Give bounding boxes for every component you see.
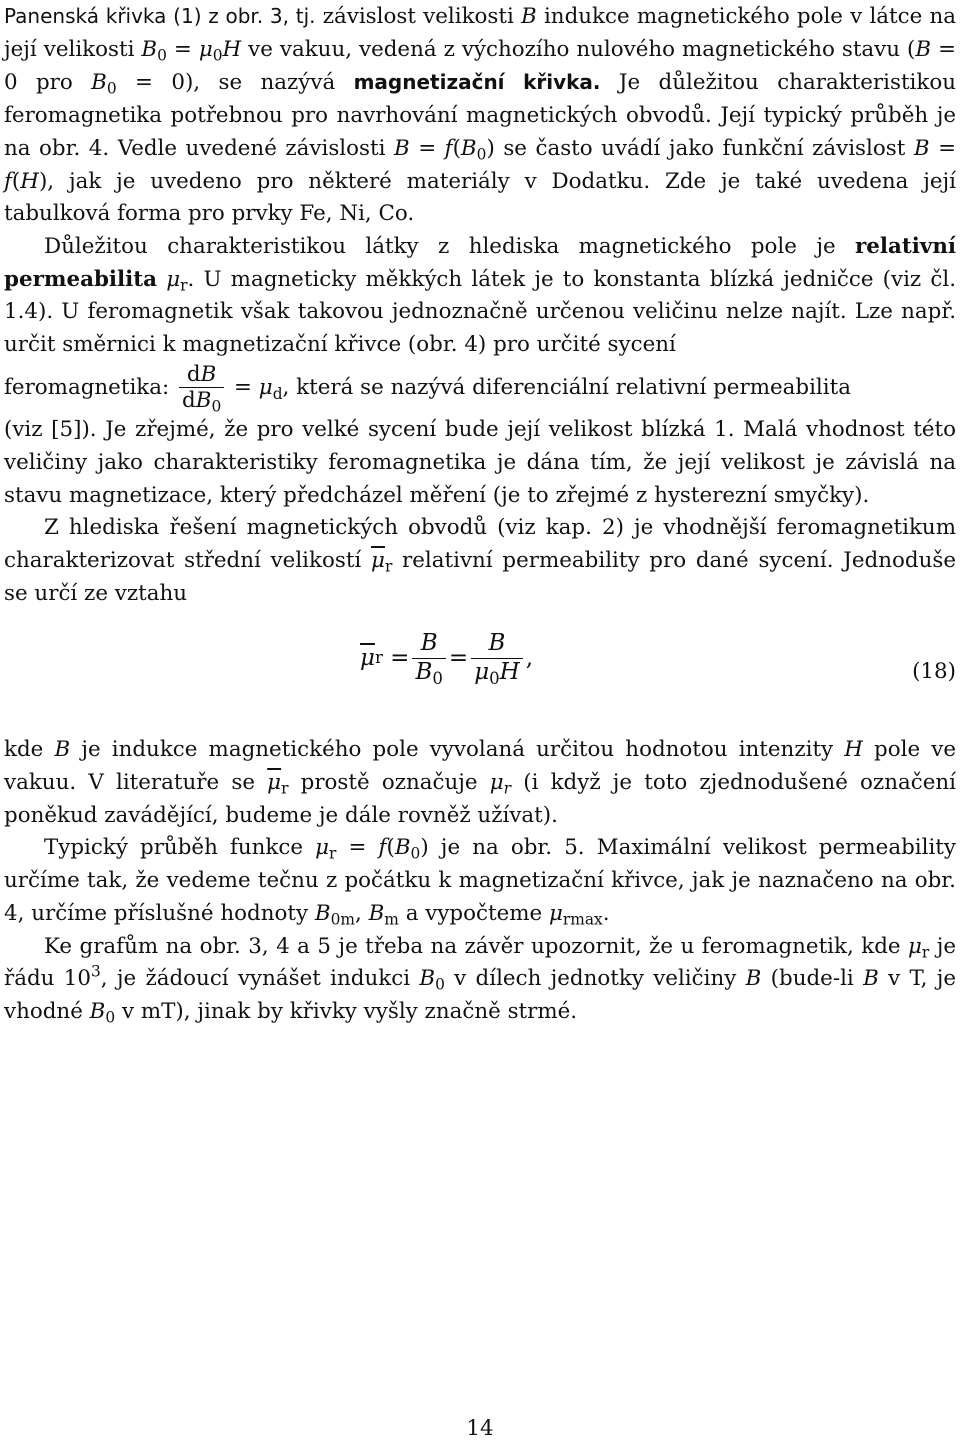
page-number: 14 (466, 1416, 494, 1441)
text: (bude-li (761, 966, 864, 992)
text: , je žádoucí vynášet indukci (100, 966, 420, 992)
text: Je důležitou charakteristikou feromagnetika potřebnou pro navrhování magnetických obvodů. Její typický průběh je na obr. 4. Vedle uvedené závislosti (4, 70, 957, 161)
formula-line: feromagnetika: $\frac{dB}{dB_0}$ = $\mu_d$, která se nazývá diferenciální relativní permeabilita (4, 361, 851, 417)
text: Z hlediska řešení magnetických obvodů (viz kap. 2) je vhodnější feromagnetikum charakterizovat střední velikostí (4, 515, 956, 573)
fraction-B-B0: $\frac{B}{B_0}$ (412, 630, 445, 686)
text: závislost velikosti (315, 4, 522, 29)
page-body (4, 0, 956, 1029)
text: kde (4, 737, 55, 763)
paragraph-5: Typický průběh funkce $\mu_r = f(B_0)$ je na obr. 5. Maximální velikost permeability určíme tak, že vedeme tečnu z počátku k magnetizační křivce, jak je naznačeno na obr. 4, určíme příslušné hodnoty $B_{0m}$, $B_m$ a vypočteme $\mu_{rmax}$. (4, 835, 956, 929)
text: se často uvádí jako funkční závislost (494, 135, 914, 161)
equation-18 (4, 620, 956, 726)
text: . U magneticky měkkých látek je to konstanta blízká jedničce (viz čl. 1.4). U feromagnetik však takovou jednoznačně určenou veličinu nelze najít. Lze např. určit směrnici k magnetizační křivce (obr. 4) pro určité sycení (4, 266, 956, 358)
text: pole ve vakuu. V literatuře se (4, 737, 956, 796)
text: (viz [5]). Je zřejmé, že pro velké sycení bude její velikost blízká 1. Malá vhodnost této veličiny jako charakteristiky feromagnetika je dána tím, že její velikost je závislá na stavu magnetizace, který předcházel měření (je to zřejmé z hysterezní smyčky). (4, 417, 956, 508)
text: v mT), jinak by křivky vyšly značně strmé. (115, 998, 578, 1024)
text: prostě označuje (288, 770, 490, 796)
fraction-B-mu0H: $\frac{B}{\mu_0H}$ (471, 630, 523, 686)
text: je indukce magnetického pole vyvolaná určitou hodnotou intenzity (70, 737, 845, 763)
paragraph-4: kde B je indukce magnetického pole vyvolaná určitou hodnotou intenzity H pole ve vakuu. V literatuře se $\overline{\mu}_r$ prostě označuje $\mu_r$ (i když je toto zjednodušené označení poněkud zavádějící, budeme je dále rovněž užívat). (4, 737, 956, 828)
term-magnetization-curve: magnetizační křivka. (353, 70, 601, 95)
term-relative-permeability: relativní permeabilita (4, 233, 956, 292)
text: relativní permeability pro dané sycení. Jednoduše se určí ze vztahu (4, 547, 956, 606)
text: ve vakuu, vedená z výchozího nulového magnetického stavu ( (241, 36, 916, 62)
text: , která se nazývá diferenciální relativní permeabilita (282, 374, 851, 400)
paragraph-6: Ke grafům na obr. 3, 4 a 5 je třeba na závěr upozornit, že u feromagnetik, kde $\mu_r$ je řádu $10^3$, je žádoucí vynášet indukci $B_0$ v dílech jednotky veličiny B (bude-li B v T, je vhodné $B_0$ v mT), jinak by křivky vyšly značně strmé. (4, 933, 957, 1027)
text: (i když je toto zjednodušené označení poněkud zavádějící, budeme je dále rovněž užívat). (4, 770, 956, 828)
text: a vypočteme (398, 900, 549, 926)
text: = 0), se nazývá (116, 70, 354, 96)
text: feromagnetika: (4, 374, 170, 400)
text: Důležitou charakteristikou látky z hlediska magnetického pole je (44, 233, 856, 259)
paragraph-3: Z hlediska řešení magnetických obvodů (viz kap. 2) je vhodnější feromagnetikum charakterizovat střední velikostí $\overline{\mu}_r$ relativní permeability pro dané sycení. Jednoduše se určí ze vztahu (4, 515, 956, 606)
text: Ke grafům na obr. 3, 4 a 5 je třeba na závěr upozornit, že u feromagnetik, kde (44, 933, 908, 959)
text: Typický průběh funkce (44, 835, 316, 861)
text: v dílech jednotky veličiny (444, 966, 746, 992)
paragraph-2-cont (4, 414, 956, 512)
text: = 0 pro (4, 36, 956, 96)
text: je na obr. 5. Maximální velikost permeability určíme tak, že vedeme tečnu z počátku k magnetizační křivce, jak je naznačeno na obr. 4, určíme příslušné hodnoty (4, 835, 956, 926)
text: , jak je uvedeno pro některé materiály v Dodatku. Zde je také uvedena její tabulková forma pro prvky Fe, Ni, Co. (4, 168, 956, 227)
paragraph-1: Panenská křivka (1) z obr. 3, tj. závislost velikosti B indukce magnetického pole v látce na její velikosti $B_0 = \mu_0H$ ve vakuu, vedená z výchozího nulového magnetického stavu (B = 0 pro $B_0 = 0$), se nazývá magnetizační křivka. Je důležitou charakteristikou feromagnetika potřebnou pro navrhování magnetických obvodů. Její typický průběh je na obr. 4. Vedle uvedené závislosti $B = f(B_0)$ se často uvádí jako funkční závislost B = f(H), jak je uvedeno pro některé materiály v Dodatku. Zde je také uvedena její tabulková forma pro prvky Fe, Ni, Co. (4, 4, 957, 227)
text: v T, je vhodné (4, 966, 956, 1024)
equation-number: (18) (912, 659, 956, 685)
text: indukce magnetického pole v látce na její velikosti (4, 4, 956, 62)
text: je řádu 10 (4, 933, 957, 992)
paragraph-2: Důležitou charakteristikou látky z hlediska magnetického pole je relativní permeabilita $\mu_r$. U magneticky měkkých látek je to konstanta blízká jedničce (viz čl. 1.4). U feromagnetik však takovou jednoznačně určenou veličinu nelze najít. Lze např. určit směrnici k magnetizační křivce (obr. 4) pro určité sycení (4, 233, 956, 358)
equation-expression: $\overline{\mu}$ r = $\frac{B}{B_0}$ = $\frac{B}{\mu_0H}$ , (360, 630, 534, 688)
text: Panenská křivka (1) z obr. 3, tj. (4, 4, 316, 28)
fraction-dB-dB0: $\frac{dB}{dB_0}$ (179, 362, 224, 414)
